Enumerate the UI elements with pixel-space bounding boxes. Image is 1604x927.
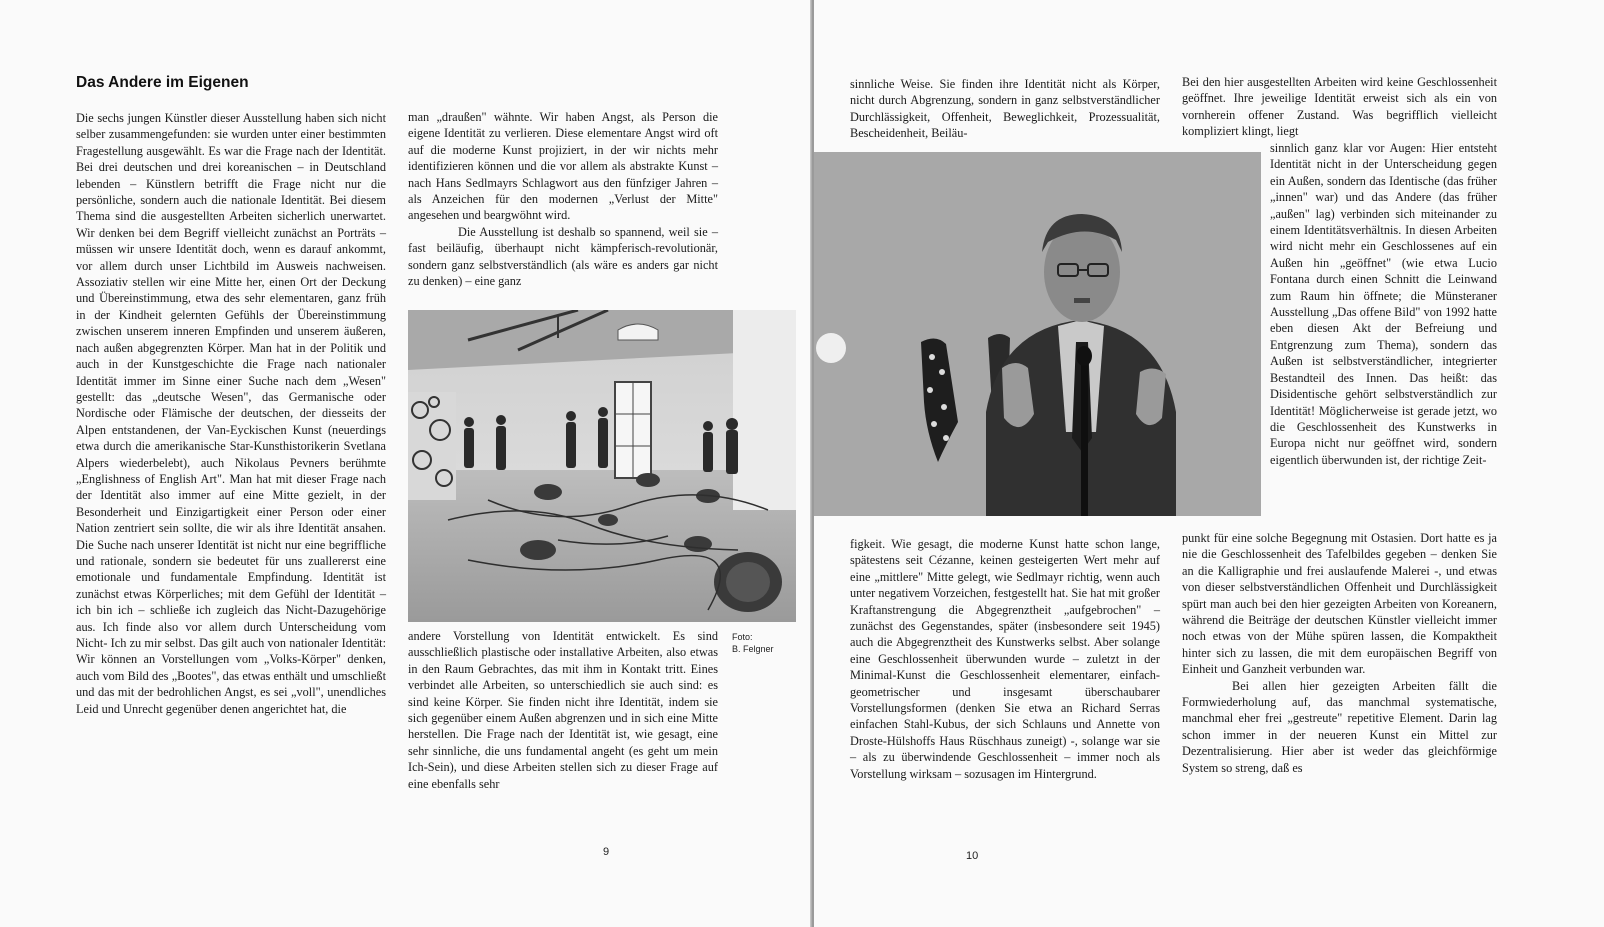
paragraph: figkeit. Wie gesagt, die moderne Kunst hatte schon lange, spätestens seit Cézanne, keinen gesteigerten Wert mehr auf eine „mittlere" Mitte gelegt, wie Sedlmayr richtig, wenn auch unter negativem Vorzeichen, festgestellt hat. Sie hat mit großer Kraftanstrengung die Abgegrenztheit „aufgebrochen" – zunächst des Gegenstandes, später (insbesondere seit 1945) auch die Abgegrenztheit des Kunstwerks selbst. Aber solange eine Geschlossenheit überwunden wurde – zuletzt in der Minimal-Kunst die Geschlossenheit elementarer, einfach-geometrischer und insgesamt überschaubarer Vorstellungsformen (denken Sie etwa an Richard Serras einfachen Stahl-Kubus, der sich Schlauns und Annette von Droste-Hülshoffs Haus Rüschhaus zuneigt) -, solange war sie – als zu überwindende Geschlossenheit – immer noch als Vorstellung wirksam – sozusagen im Hintergrund. <box>850 537 1160 781</box>
gallery-installation-photo <box>408 310 796 622</box>
paragraph: andere Vorstellung von Identität entwickelt. Es sind ausschließlich plastische oder installative Arbeiten, also etwas in den Raum Gebrachtes, das mit ihm in Kontakt tritt. Eines verbindet alle Arbeiten, so unterschiedlich sie auch sind: es sind keine Körper. Sie finden nicht ihre Identität, indem sie sich gegenüber einem Außen abgrenzen und in sich eine Mitte herstellen. Die Frage nach der Identität ist, wie gesagt, eine sehr sinnliche, die uns fundamental angeht (es geht um mein Ich-Sein), und diese Arbeiten stellen sich zu dieser Frage auf eine ebenfalls sehr <box>408 629 718 791</box>
right-column-2-top <box>1182 74 1497 140</box>
photo-credit <box>732 631 804 655</box>
left-column-2-bottom <box>408 628 718 792</box>
photo-credit-name: B. Felgner <box>732 644 774 654</box>
paragraph: Die sechs jungen Künstler dieser Ausstellung haben sich nicht selber zusammengefunden: sie wurden unter einer bestimmten Fragestellung ausgewählt. Es war die Frage nach der Identität. Bei drei deutschen und drei koreanischen – in Deutschland lebenden – Künstlern betrifft die Frage nicht nur die persönliche, sondern auch die nationale Identität. Bei diesem Thema sind die ausgestellten Arbeiten sicherlich unerwartet. Wir denken bei dem Begriff vielleicht zunächst an Porträts – müssen wir unsere Identität doch, wenn es darauf ankommt, vor allem durch unser Lichtbild im Ausweis nachweisen. Assoziativ stellen wir eine Mitte her, einen Ort der Deckung und Übereinstimmung, etwa des sehr elementaren, ganz früh in der Kindheit gelernten Gefühls der Übereinstimmung zwischen unserem inneren Empfinden und unserem äußeren, nach außen abgegrenzten Körper. Man hat in der Politik und auch in der Kunstgeschichte die Frage nach nationaler Identität immer im Sinne einer Suche nach dem „Wesen" gestellt: das „deutsche Wesen", das Germanische oder Nordische oder Flämische der deutschen, der diesseits der Alpen entstandenen, der Van-Eyckischen Kunst (neuerdings etwa durch die amerikanische Star-Kunsthistorikerin Svetlana Alpers wiederbelebt), auch Nikolaus Pevners berühmte „Englishness of English Art". Man hat mit dieser Frage nach der Identität also immer auf eine Mitte gezielt, in der Besonderheit und Einzigartigkeit einer Person oder einer Nation zentriert sein sollte, die wir als ihre Identität ansahen. Die Suche nach unserer Identität ist nicht nur eine begriffliche und rationale, sondern sie bedeutet für uns zuallererst eine emotionale und fundamentale Empfindung. Identität ist zunächst etwas Körperliches; mit dem Gefühl der Identität – ich bin ich – schließe ich zugleich das Nicht-Dazugehörige aus. Ich finde also vor allem durch Unterscheidung vom Nicht- Ich zu mir selbst. Das gilt auch von nationaler Identität: Wir können an Vorstellungen vom „Volks-Körper" denken, auch vom Bild des „Bootes", das etwas enthält und umschließt und das mit der bedrohlichen Angst, es sei „voll", unendliches Leid und Unrecht gegenüber denen angerichtet hat, die <box>76 111 386 716</box>
paragraph: Die Ausstellung ist deshalb so spannend, weil sie – fast beiläufig, überhaupt nicht kämpferisch-revolutionär, sondern ganz selbstverständlich (als wäre es anders gar nicht zu denken) – eine ganz <box>408 224 718 289</box>
paragraph: sinnliche Weise. Sie finden ihre Identität nicht als Körper, nicht durch Abgrenzung, sondern in ganz selbstverständlicher Durchlässigkeit, Offenheit, Beweglichkeit, Prozessualität, Bescheidenheit, Beiläu- <box>850 77 1160 141</box>
right-column-2-wrap <box>1270 140 1497 468</box>
speaker-photo <box>814 152 1261 516</box>
paragraph: man „draußen" wähnte. Wir haben Angst, als Person die eigene Identität zu verlieren. Diese elementare Angst wird oft auf die moderne Kunst projiziert, in der wir nichts mehr identifizieren können und die vor allem als abstrakte Kunst – nach Hans Sedlmayrs Schlagwort aus den fünfziger Jahren – als Anzeichen für den modernen „Verlust der Mitte" angesehen und beargwöhnt wird. <box>408 110 718 223</box>
photo-credit-label: Foto: <box>732 632 753 642</box>
paragraph: sinnlich ganz klar vor Augen: Hier entsteht Identität nicht in der Unterscheidung gegen ein Außen, sondern das Identische (das früher „innen" war) und das Andere (das früher „außen" lag) verbinden sich miteinander zu einem Identitätsverhältnis. In diesen Arbeiten wird nicht mehr ein Geschlossenes auf ein Außen hin „geöffnet" (wie etwa Lucio Fontana durch einen Schnitt die Leinwand zum Raum hin öffnete; die Münsteraner Ausstellung „Das offene Bild" von 1992 hatte eben diesen Akt der Befreiung und Entgrenzung zum Thema), sondern das Außen ist selbstverständlicher, integrierter Bestandteil des Innen. Das heißt: das Disidentische gehört selbstverständlich zur Identität! Möglicherweise ist gerade jetzt, wo die Geschlossenheit des Kunstwerks in Europa nicht nur geöffnet wird, sondern eigentlich überwunden ist, der richtige Zeit- <box>1270 141 1497 467</box>
left-column-1 <box>76 110 386 717</box>
left-column-2-top <box>408 109 718 289</box>
paragraph: Bei den hier ausgestellten Arbeiten wird keine Geschlossenheit geöffnet. Ihre jeweilige Identität erweist sich als ein von vornherein offener Zustand. Was begrifflich vielleicht kompliziert klingt, liegt <box>1182 75 1497 139</box>
paragraph: Bei allen hier gezeigten Arbeiten fällt die Formwiederholung auf, das manchmal systematische, manchmal eher frei „gestreute" repetitive Element. Darin lag schon immer in der neueren Kunst ein Mittel zur Dezentralisierung. Hier aber ist weder das gleichförmige System so streng, daß es <box>1182 678 1497 775</box>
page-number: 9 <box>603 846 610 858</box>
right-column-1-bottom <box>850 536 1160 782</box>
page-number: 10 <box>966 850 979 862</box>
article-heading: Das Andere im Eigenen <box>76 74 249 91</box>
right-column-1-top <box>850 76 1160 142</box>
paragraph: punkt für eine solche Begegnung mit Ostasien. Dort hatte es ja nie die Geschlossenheit des Tafelbildes gegeben – denken Sie an die Kalligraphie und frei auslaufende Malerei -, und etwas von dieser selbstverständlichen Offenheit und Durchlässigkeit spürt man auch bei den hier gezeigten Arbeiten von Koreanern, während die Beiträge der deutschen Künstler vielleicht immer noch etwas von der Mühe spüren lassen, die Kompaktheit hinter sich zu lassen, die mit dem europäischen Begriff von Einheit und Ganzheit verbunden war. <box>1182 531 1497 677</box>
right-page <box>814 0 1604 927</box>
right-column-2-bottom <box>1182 530 1497 776</box>
